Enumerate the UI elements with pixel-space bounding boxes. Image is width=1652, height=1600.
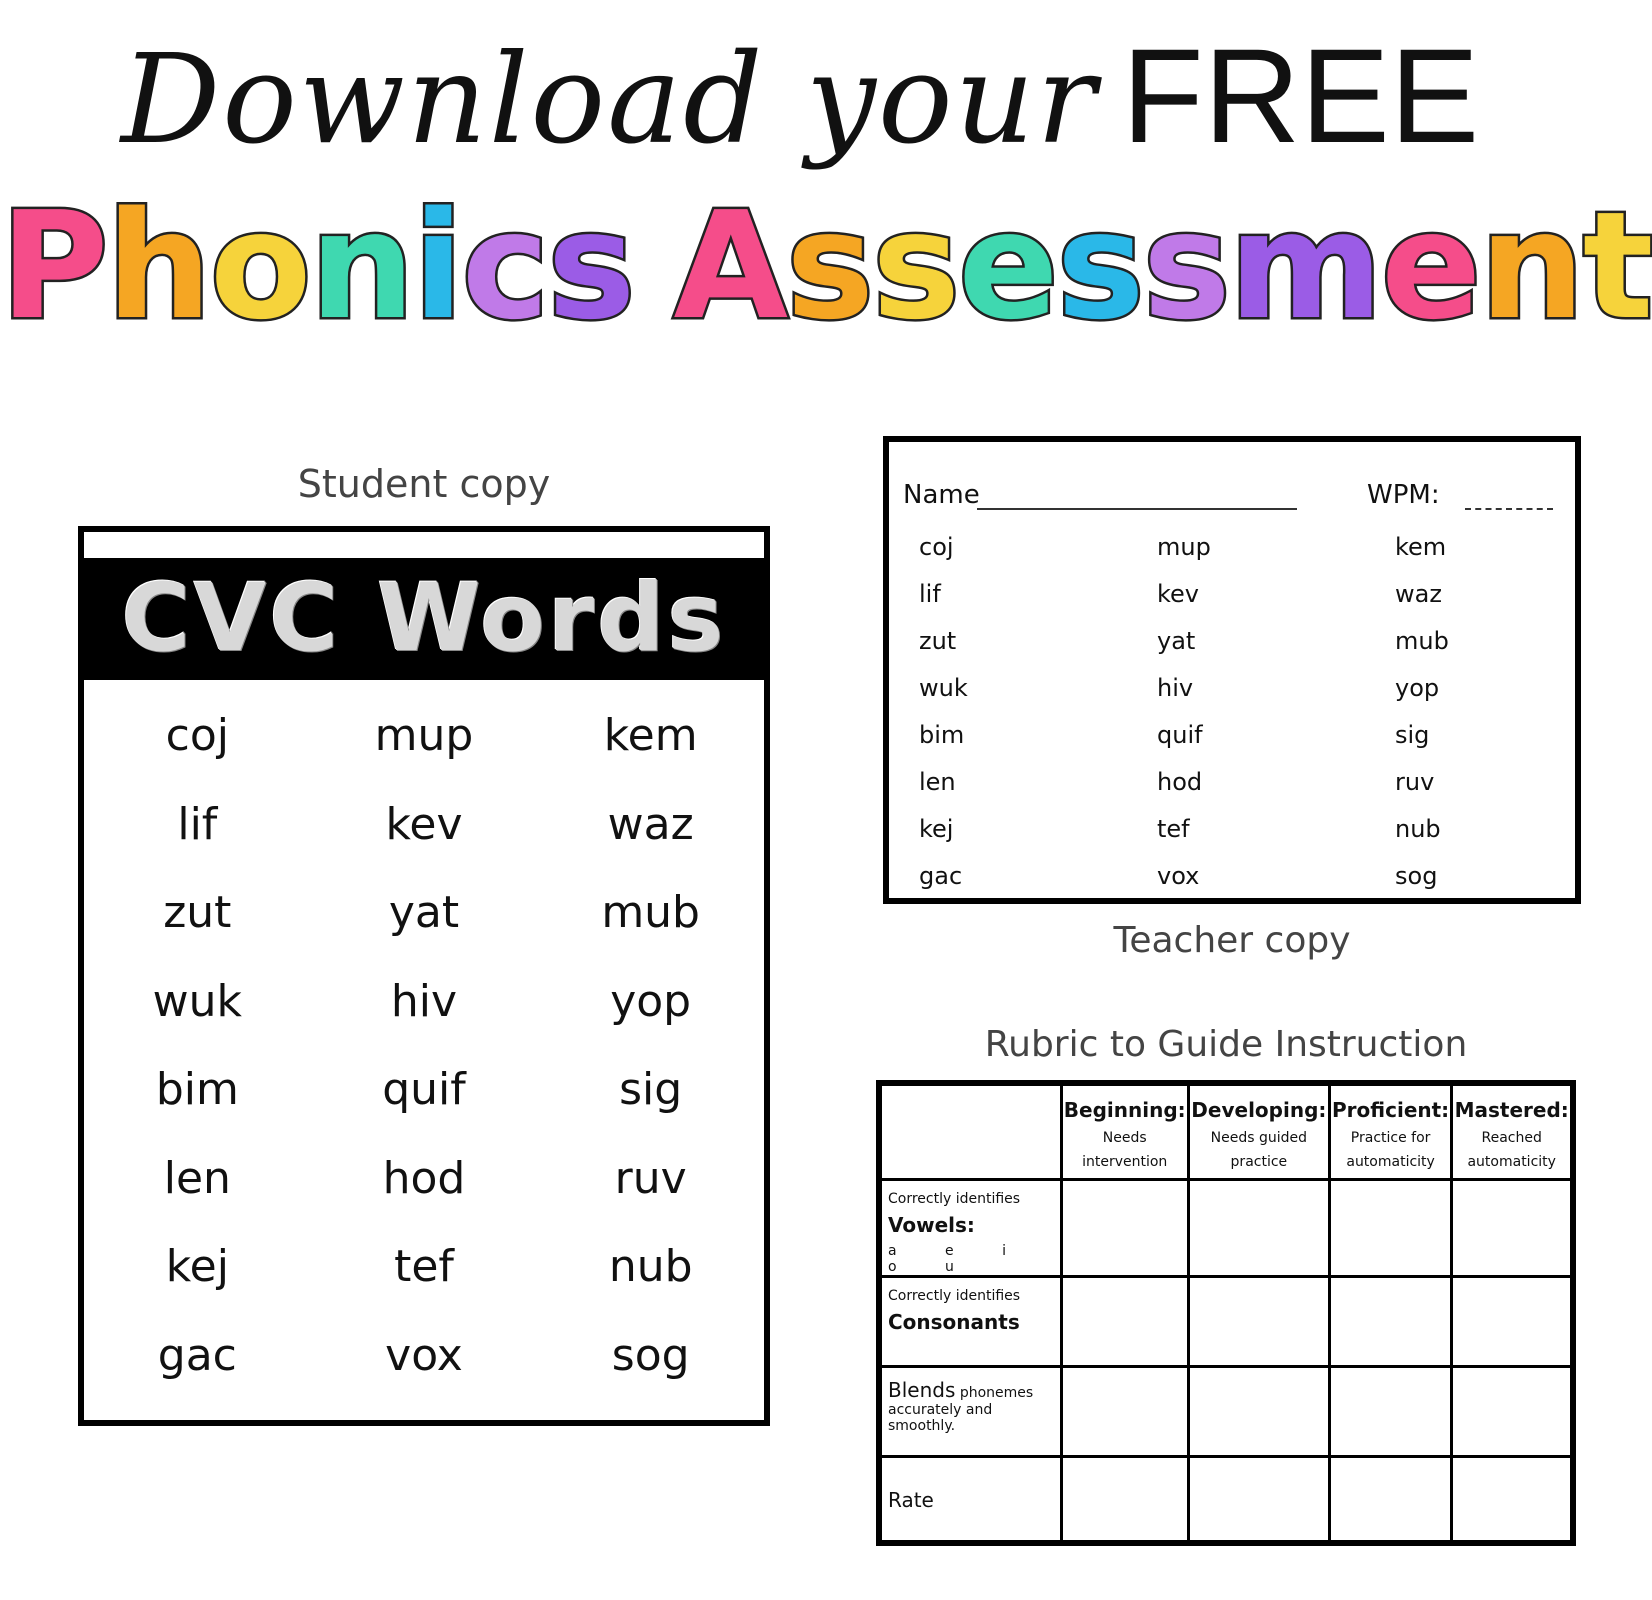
- teacher-word: kej: [919, 815, 954, 843]
- rubric-row-rate: [879, 1456, 1573, 1543]
- header-script-text: Download your: [120, 28, 1098, 172]
- title-letter: P: [0, 180, 107, 352]
- title-letter: s: [786, 180, 873, 352]
- rubric-label-consonants: Correctly identifies Consonants: [879, 1276, 1061, 1366]
- rubric-col-mastered: Mastered: Reached automaticity: [1452, 1083, 1573, 1179]
- student-word: yop: [610, 975, 692, 1027]
- rubric-col-developing: Developing: Needs guided practice: [1188, 1083, 1329, 1179]
- student-word: hiv: [390, 975, 458, 1027]
- teacher-word: kev: [1157, 580, 1200, 608]
- rubric-row-vowels: [879, 1179, 1573, 1276]
- student-word: nub: [608, 1241, 693, 1292]
- title-letter: s: [547, 180, 634, 352]
- student-word-grid: [84, 692, 764, 1400]
- header-free-text: FREE: [1121, 22, 1480, 171]
- title-letter: e: [958, 180, 1057, 352]
- student-word: hod: [382, 1152, 466, 1204]
- student-word: len: [163, 1152, 231, 1204]
- teacher-word: wuk: [919, 674, 968, 702]
- teacher-caption: Teacher copy: [1113, 920, 1351, 961]
- title-letter: h: [106, 180, 210, 352]
- title-letter: n: [1479, 180, 1583, 352]
- student-word: waz: [607, 798, 694, 850]
- teacher-word: mup: [1157, 533, 1211, 561]
- student-caption: Student copy: [297, 462, 551, 506]
- title-letter: s: [1142, 180, 1229, 352]
- title-letter: n: [309, 180, 413, 352]
- title-letter: c: [461, 180, 548, 352]
- teacher-word: yat: [1157, 627, 1196, 655]
- student-word: sog: [611, 1329, 690, 1381]
- student-word: yat: [388, 887, 460, 938]
- student-word: zut: [163, 887, 232, 938]
- wpm-line: [1465, 508, 1553, 510]
- title-letter: t: [1582, 180, 1652, 352]
- rubric-row-consonants: [879, 1276, 1573, 1366]
- rubric-label-blends: Blends phonemes accurately and smoothly.: [879, 1366, 1061, 1456]
- student-word: mub: [601, 887, 700, 938]
- student-word: bim: [155, 1064, 239, 1115]
- teacher-word: coj: [919, 533, 954, 561]
- teacher-word: mub: [1395, 627, 1449, 655]
- name-label: Name: [903, 480, 980, 510]
- student-word: vox: [385, 1329, 463, 1381]
- student-word: wuk: [152, 975, 242, 1027]
- student-card: [78, 526, 770, 1426]
- rubric-caption: Rubric to Guide Instruction: [984, 1024, 1468, 1065]
- rubric-corner-cell: [879, 1083, 1061, 1179]
- teacher-word: zut: [919, 627, 957, 655]
- teacher-word: kem: [1395, 533, 1447, 561]
- wpm-label: WPM:: [1367, 480, 1440, 510]
- student-word: quif: [382, 1064, 466, 1115]
- title-letter: s: [1056, 180, 1143, 352]
- teacher-word: vox: [1157, 862, 1200, 890]
- rubric-label-rate: Rate: [879, 1456, 1061, 1543]
- student-word: mup: [374, 710, 474, 761]
- student-banner: CVC Words: [84, 558, 764, 680]
- student-word: coj: [165, 710, 229, 761]
- rubric-label-vowels: Correctly identifies Vowels: a e i o u: [879, 1179, 1061, 1276]
- teacher-word: hod: [1157, 768, 1203, 796]
- teacher-word-grid: [889, 524, 1575, 900]
- student-word: gac: [157, 1329, 237, 1381]
- title-letter: m: [1228, 180, 1382, 352]
- teacher-card: [883, 436, 1581, 904]
- title-letter: s: [872, 180, 959, 352]
- rubric-row-blends: [879, 1366, 1573, 1456]
- student-word: kej: [165, 1241, 229, 1292]
- teacher-word: waz: [1395, 580, 1442, 608]
- student-word: sig: [619, 1064, 683, 1115]
- student-word: lif: [177, 798, 218, 850]
- name-line: [977, 508, 1297, 510]
- rubric-table: [876, 1080, 1576, 1546]
- page-title: [0, 180, 1652, 360]
- teacher-word: gac: [919, 862, 963, 890]
- teacher-word: lif: [919, 580, 941, 608]
- title-letter: o: [209, 180, 310, 352]
- teacher-word: sog: [1395, 862, 1438, 890]
- teacher-word: nub: [1395, 815, 1441, 843]
- teacher-word: ruv: [1395, 768, 1435, 796]
- header-line-1: [0, 20, 1600, 180]
- title-letter: i: [412, 180, 462, 352]
- teacher-word: sig: [1395, 721, 1430, 749]
- student-word: tef: [394, 1241, 454, 1292]
- teacher-word: bim: [919, 721, 965, 749]
- student-word: kem: [603, 710, 698, 761]
- rubric-col-proficient: Proficient: Practice for automaticity: [1329, 1083, 1452, 1179]
- teacher-word: len: [919, 768, 956, 796]
- rubric-header-row: [879, 1083, 1573, 1179]
- student-word: ruv: [614, 1152, 687, 1204]
- rubric-col-beginning: Beginning: Needs intervention: [1061, 1083, 1188, 1179]
- student-word: kev: [385, 798, 463, 850]
- teacher-word: hiv: [1157, 674, 1194, 702]
- teacher-word: quif: [1157, 721, 1203, 749]
- teacher-word: tef: [1157, 815, 1190, 843]
- title-letter: A: [673, 180, 787, 352]
- title-letter: e: [1381, 180, 1480, 352]
- teacher-word: yop: [1395, 674, 1440, 702]
